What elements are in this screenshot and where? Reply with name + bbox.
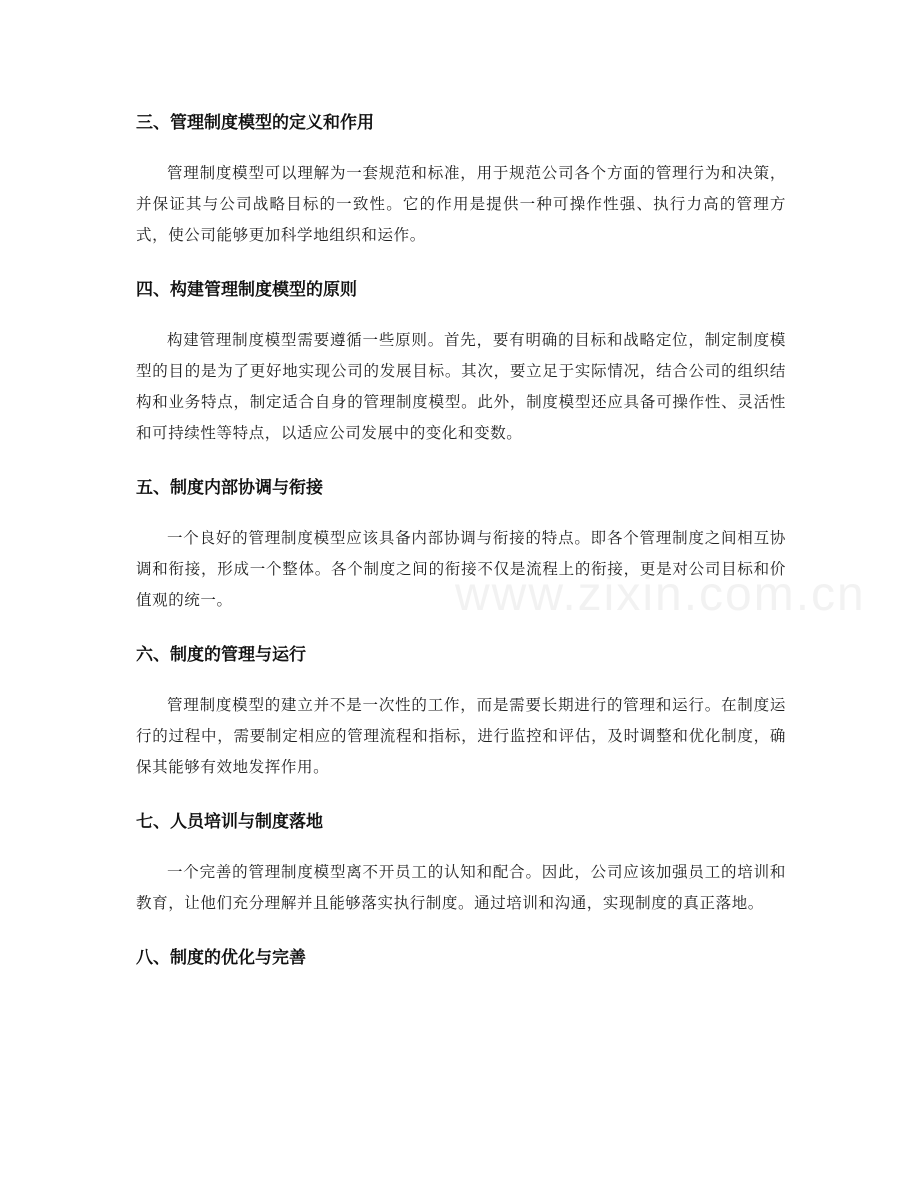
section-body-7: 一个完善的管理制度模型离不开员工的认知和配合。因此，公司应该加强员工的培训和教育，让他们充分理解并且能够落实执行制度。通过培训和沟通，实现制度的真正落地。 [136, 863, 786, 912]
section-body-4: 构建管理制度模型需要遵循一些原则。首先，要有明确的目标和战略定位，制定制度模型的目的是为了更好地实现公司的发展目标。其次，要立足于实际情况，结合公司的组织结构和业务特点，制定适合自身的管理制度模型。此外，制度模型还应具备可操作性、灵活性和可持续性等特点，以适应公司发展中的变化和变数。 [136, 331, 786, 442]
section-heading-6: 六、制度的管理与运行 [136, 645, 306, 665]
section-heading-3: 三、管理制度模型的定义和作用 [136, 113, 374, 133]
watermark: www.zixin.com.cn [455, 568, 866, 621]
section-body-3: 管理制度模型可以理解为一套规范和标准，用于规范公司各个方面的管理行为和决策，并保证其与公司战略目标的一致性。它的作用是提供一种可操作性强、执行力高的管理方式，使公司能够更加科学地组织和运作。 [136, 164, 786, 244]
section-heading-4: 四、构建管理制度模型的原则 [136, 280, 357, 300]
document-content [136, 106, 786, 975]
section-heading-7: 七、人员培训与制度落地 [136, 812, 323, 832]
section-body-5: 一个良好的管理制度模型应该具备内部协调与衔接的特点。即各个管理制度之间相互协调和衔接，形成一个整体。各个制度之间的衔接不仅是流程上的衔接，更是对公司目标和价值观的统一。 [136, 529, 786, 609]
section-heading-8: 八、制度的优化与完善 [136, 948, 306, 968]
section-heading-5: 五、制度内部协调与衔接 [136, 478, 323, 498]
section-body-6: 管理制度模型的建立并不是一次性的工作，而是需要长期进行的管理和运行。在制度运行的过程中，需要制定相应的管理流程和指标，进行监控和评估，及时调整和优化制度，确保其能够有效地发挥作用。 [136, 696, 786, 776]
